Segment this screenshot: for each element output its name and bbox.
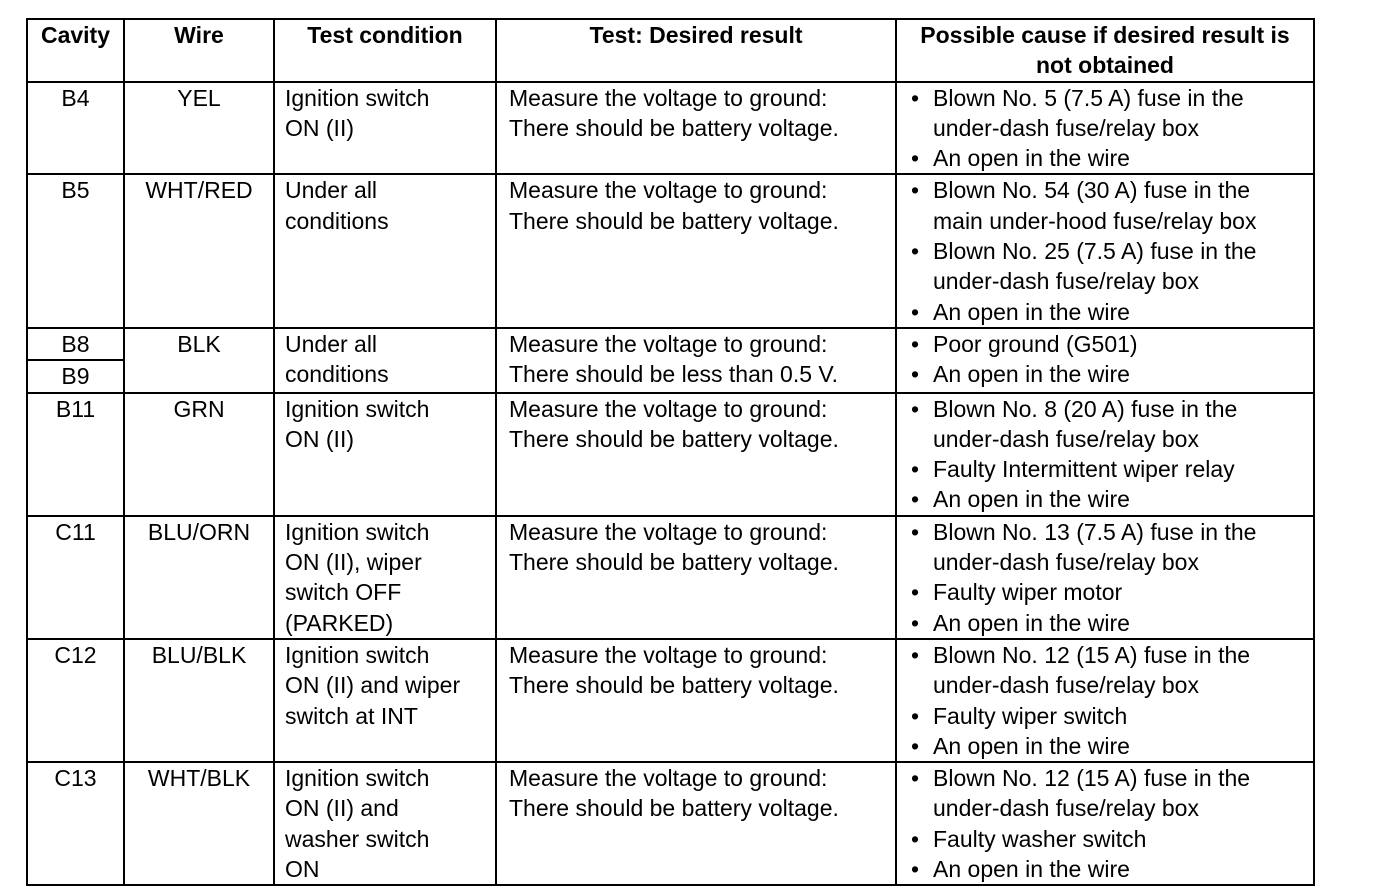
cause-item: • Faulty wiper switch — [907, 701, 1313, 731]
cause-item: • An open in the wire — [907, 608, 1313, 638]
result-cell — [496, 82, 896, 175]
condition-cell — [274, 328, 496, 393]
table-row — [27, 82, 1314, 175]
cause-item-continuation: under-dash fuse/relay box — [933, 268, 1199, 295]
cause-item: • Blown No. 12 (15 A) fuse in the — [907, 640, 1313, 670]
condition-line: Ignition switch — [285, 395, 430, 422]
condition-line: switch at INT — [285, 702, 418, 729]
cause-item: • Faulty washer switch — [907, 824, 1313, 854]
condition-cell — [274, 393, 496, 516]
condition-cell — [274, 639, 496, 762]
result-line: There should be battery voltage. — [509, 672, 839, 699]
table-row — [27, 762, 1314, 885]
wire-cell: BLU/ORN — [124, 516, 274, 639]
cause-cell — [896, 516, 1314, 639]
cause-item-continuation: under-dash fuse/relay box — [933, 795, 1199, 822]
cavity-cell: C11 — [27, 516, 124, 639]
result-cell — [496, 328, 896, 393]
result-line: There should be battery voltage. — [509, 549, 839, 576]
header-desired-result: Test: Desired result — [496, 19, 896, 82]
condition-cell — [274, 82, 496, 175]
wire-cell: WHT/BLK — [124, 762, 274, 885]
cavity-cell: B5 — [27, 174, 124, 327]
result-cell — [496, 516, 896, 639]
condition-cell — [274, 762, 496, 885]
wire-cell: YEL — [124, 82, 274, 175]
cause-cell — [896, 393, 1314, 516]
cause-item: • Blown No. 5 (7.5 A) fuse in the — [907, 83, 1313, 113]
cavity-cell: B4 — [27, 82, 124, 175]
result-line: Measure the voltage to ground: — [509, 84, 828, 111]
cause-item: • An open in the wire — [907, 143, 1313, 173]
cause-item: • An open in the wire — [907, 484, 1313, 514]
condition-line: (PARKED) — [285, 609, 394, 636]
condition-line: ON (II) — [285, 425, 354, 452]
cause-item: • An open in the wire — [907, 731, 1313, 761]
wire-cell: WHT/RED — [124, 174, 274, 327]
result-line: Measure the voltage to ground: — [509, 330, 828, 357]
cause-cell — [896, 174, 1314, 327]
condition-line: Under all — [285, 177, 378, 204]
cause-item: • Blown No. 12 (15 A) fuse in the — [907, 763, 1313, 793]
result-cell — [496, 762, 896, 885]
header-possible-cause — [896, 19, 1314, 82]
condition-line: ON (II), wiper — [285, 549, 422, 576]
cause-item: • Faulty wiper motor — [907, 577, 1313, 607]
table-row — [27, 328, 1314, 360]
condition-line: washer switch — [285, 825, 430, 852]
result-line: There should be less than 0.5 V. — [509, 361, 839, 388]
result-line: Measure the voltage to ground: — [509, 641, 828, 668]
result-line: Measure the voltage to ground: — [509, 177, 828, 204]
header-row — [27, 19, 1314, 82]
cause-item: • Blown No. 54 (30 A) fuse in the — [907, 175, 1313, 205]
cavity-cell: B11 — [27, 393, 124, 516]
cause-cell — [896, 82, 1314, 175]
condition-line: ON (II) and — [285, 795, 399, 822]
cause-item: • Blown No. 25 (7.5 A) fuse in the — [907, 236, 1313, 266]
cause-item: • An open in the wire — [907, 359, 1313, 389]
result-cell — [496, 393, 896, 516]
result-line: Measure the voltage to ground: — [509, 518, 828, 545]
wire-cell: GRN — [124, 393, 274, 516]
cause-item: • An open in the wire — [907, 297, 1313, 327]
result-line: There should be battery voltage. — [509, 425, 839, 452]
cause-item: • Blown No. 8 (20 A) fuse in the — [907, 394, 1313, 424]
header-possible-cause-line2: not obtained — [1036, 52, 1174, 79]
condition-line: switch OFF — [285, 579, 402, 606]
condition-line: Ignition switch — [285, 518, 430, 545]
condition-line: Under all — [285, 330, 378, 357]
table-row — [27, 516, 1314, 639]
wire-cell: BLU/BLK — [124, 639, 274, 762]
cause-cell — [896, 328, 1314, 393]
connector-test-table — [26, 18, 1315, 886]
cause-cell — [896, 639, 1314, 762]
table-row — [27, 639, 1314, 762]
cause-item: • Faulty Intermittent wiper relay — [907, 454, 1313, 484]
cause-cell — [896, 762, 1314, 885]
condition-line: Ignition switch — [285, 765, 430, 792]
header-test-condition: Test condition — [274, 19, 496, 82]
condition-line: ON (II) — [285, 114, 354, 141]
condition-line: ON — [285, 856, 320, 883]
table-row — [27, 393, 1314, 516]
cause-item-continuation: under-dash fuse/relay box — [933, 672, 1199, 699]
result-line: There should be battery voltage. — [509, 207, 839, 234]
result-cell — [496, 174, 896, 327]
result-line: Measure the voltage to ground: — [509, 765, 828, 792]
cause-item: • Blown No. 13 (7.5 A) fuse in the — [907, 517, 1313, 547]
condition-line: ON (II) and wiper — [285, 672, 461, 699]
table-row — [27, 174, 1314, 327]
cause-item: • An open in the wire — [907, 854, 1313, 884]
header-cavity: Cavity — [27, 19, 124, 82]
cause-item-continuation: under-dash fuse/relay box — [933, 549, 1199, 576]
cavity-cell: B9 — [27, 360, 124, 392]
cavity-cell: C13 — [27, 762, 124, 885]
condition-line: conditions — [285, 361, 389, 388]
cavity-cell: B8 — [27, 328, 124, 360]
cause-item-continuation: main under-hood fuse/relay box — [933, 207, 1257, 234]
result-line: There should be battery voltage. — [509, 114, 839, 141]
cause-item-continuation: under-dash fuse/relay box — [933, 425, 1199, 452]
header-wire: Wire — [124, 19, 274, 82]
cause-item-continuation: under-dash fuse/relay box — [933, 114, 1199, 141]
cause-item: • Poor ground (G501) — [907, 329, 1313, 359]
result-cell — [496, 639, 896, 762]
cavity-cell: C12 — [27, 639, 124, 762]
result-line: Measure the voltage to ground: — [509, 395, 828, 422]
condition-line: conditions — [285, 207, 389, 234]
header-possible-cause-line1: Possible cause if desired result is — [920, 22, 1290, 48]
condition-line: Ignition switch — [285, 84, 430, 111]
wire-cell: BLK — [124, 328, 274, 393]
condition-line: Ignition switch — [285, 641, 430, 668]
condition-cell — [274, 516, 496, 639]
result-line: There should be battery voltage. — [509, 795, 839, 822]
condition-cell — [274, 174, 496, 327]
